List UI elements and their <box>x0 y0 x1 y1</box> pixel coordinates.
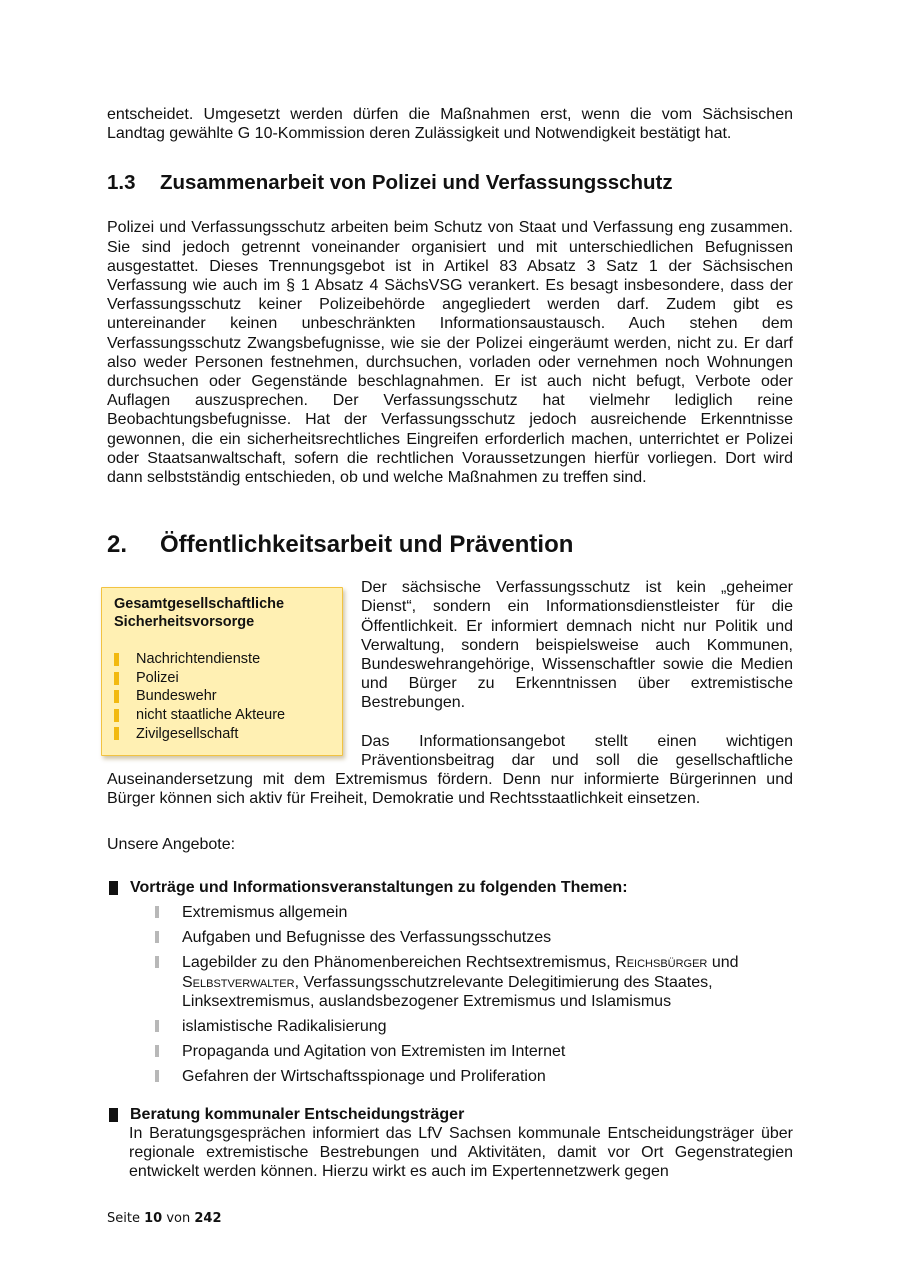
callout-box <box>101 587 343 756</box>
section-2-paragraph-2: Das Informationsangebot stellt einen wichtigen Präventionsbeitrag dar und soll die gesellschaftliche Auseinandersetzung mit dem Extremismus fördern. Denn nur informierte Bürgerinnen und Bürger können sich aktiv für Freiheit, Demokratie und Rechtsstaatlichkeit einsetzen. <box>107 732 793 808</box>
page-footer: Seite 10 von 242 <box>107 1211 222 1226</box>
list-item: Extremismus allgemein <box>155 903 793 922</box>
offer-lectures <box>107 878 793 897</box>
list-item: Zivilgesellschaft <box>114 725 332 744</box>
section-1-3-paragraph: Polizei und Verfassungsschutz arbeiten beim Schutz von Staat und Verfassung eng zusammen. Sie sind jedoch getrennt voneinander organisiert und mit unterschiedlichen Befugnissen ausgestattet. Dieses Trennungsgebot ist in Artikel 83 Absatz 3 Satz 1 der Sächsischen Verfassung wie auch im § 1 Absatz 4 SächsVSG verankert. Es besagt insbesondere, dass der Verfassungsschutz keiner Polizeibehörde angegliedert werden darf. Zudem gibt es untereinander keinen unbeschränkten Informationsaustausch. Auch stehen dem Verfassungsschutz Zwangsbefugnisse, wie sie der Polizei eingeräumt werden, nicht zu. Er darf also weder Personen festnehmen, durchsuchen, vorladen oder vernehmen noch Wohnungen durchsuchen oder Gegenstände beschlagnahmen. Er ist auch nicht befugt, Verbote oder Auflagen auszusprechen. Der Verfassungsschutz hat vielmehr lediglich reine Beobachtungsbefugnisse. Hat der Verfassungsschutz jedoch ausreichende Erkenntnisse gewonnen, die ein sicherheitsrechtliches Eingreifen erforderlich machen, unterrichtet er Polizei oder Staatsanwaltschaft, sofern die rechtlichen Voraussetzungen hierfür vorliegen. Dort wird dann selbstständig entschieden, ob und welche Maßnahmen zu treffen sind. <box>107 219 793 487</box>
square-bullet-icon <box>109 1108 118 1122</box>
page-number: 10 <box>144 1211 163 1226</box>
topics-list <box>107 903 793 1087</box>
bullet-icon <box>114 672 119 685</box>
list-item: Polizei <box>114 669 332 688</box>
bullet-icon <box>155 906 159 918</box>
bullet-icon <box>114 690 119 703</box>
list-item: islamistische Radikalisierung <box>155 1017 793 1036</box>
bullet-icon <box>155 1020 159 1032</box>
square-bullet-icon <box>109 881 118 895</box>
offers-label: Unsere Angebote: <box>107 836 236 854</box>
offer-title: Beratung kommunaler Entscheidungsträger <box>130 1105 465 1123</box>
list-item: Lagebilder zu den Phänomenbereichen Rechtsextremismus, Reichsbürger und Selbstverwalter, Verfassungsschutzrelevante Delegitimierung des Staates, Linksextremismus, auslandsbezogener Extremismus und Islamismus <box>155 953 793 1011</box>
bullet-icon <box>155 1070 159 1082</box>
callout-list <box>114 650 332 743</box>
bullet-icon <box>155 1045 159 1057</box>
offer-title: Vorträge und Informationsveranstaltungen zu folgenden Themen: <box>130 878 628 896</box>
list-item: Gefahren der Wirtschaftsspionage und Proliferation <box>155 1067 793 1086</box>
page-content <box>107 105 793 1181</box>
intro-paragraph: entscheidet. Umgesetzt werden dürfen die Maßnahmen erst, wenn die vom Sächsischen Landtag gewählte G 10-Kommission deren Zulässigkeit und Notwendigkeit bestätigt hat. <box>107 106 793 143</box>
list-item: nicht staatliche Akteure <box>114 706 332 725</box>
bullet-icon <box>114 653 119 666</box>
list-item: Propaganda und Agitation von Extremisten im Internet <box>155 1042 793 1061</box>
page-total: 242 <box>194 1211 222 1226</box>
bullet-icon <box>114 727 119 740</box>
offer-text: In Beratungsgesprächen informiert das LfV Sachsen kommunale Entscheidungsträger über regionale extremistische Bestrebungen und Aktivitäten, damit vor Ort Gegenstrategien entwickelt werden können. Hierzu wirkt es auch im Expertennetzwerk gegen <box>129 1124 793 1181</box>
section-2-paragraph-1: Der sächsische Verfassungsschutz ist kein „geheimer Dienst“, sondern ein Informationsdienstleister für die Öffentlichkeit. Er informiert demnach nicht nur Politik und Verwaltung, sondern beispielsweise auch Kommunen, Bundeswehrangehörige, Wissenschaftler sowie die Medien und Bürger zu Erkenntnissen über extremistische Bestrebungen. <box>361 579 793 712</box>
section-number: 1.3 <box>107 171 136 195</box>
bullet-icon <box>155 931 159 943</box>
section-2-heading <box>107 531 793 559</box>
section-1-3-heading <box>107 171 793 195</box>
list-item: Nachrichtendienste <box>114 650 332 669</box>
bullet-icon <box>114 709 119 722</box>
callout-title: Gesamtgesellschaftliche Sicherheitsvorsorge <box>114 596 285 631</box>
list-item: Aufgaben und Befugnisse des Verfassungsschutzes <box>155 928 793 947</box>
section-title: Öffentlichkeitsarbeit und Prävention <box>160 531 574 559</box>
section-number: 2. <box>107 531 128 559</box>
bullet-icon <box>155 956 159 968</box>
offer-consulting <box>107 1105 793 1182</box>
list-item: Bundeswehr <box>114 687 332 706</box>
section-title: Zusammenarbeit von Polizei und Verfassungsschutz <box>160 171 673 195</box>
